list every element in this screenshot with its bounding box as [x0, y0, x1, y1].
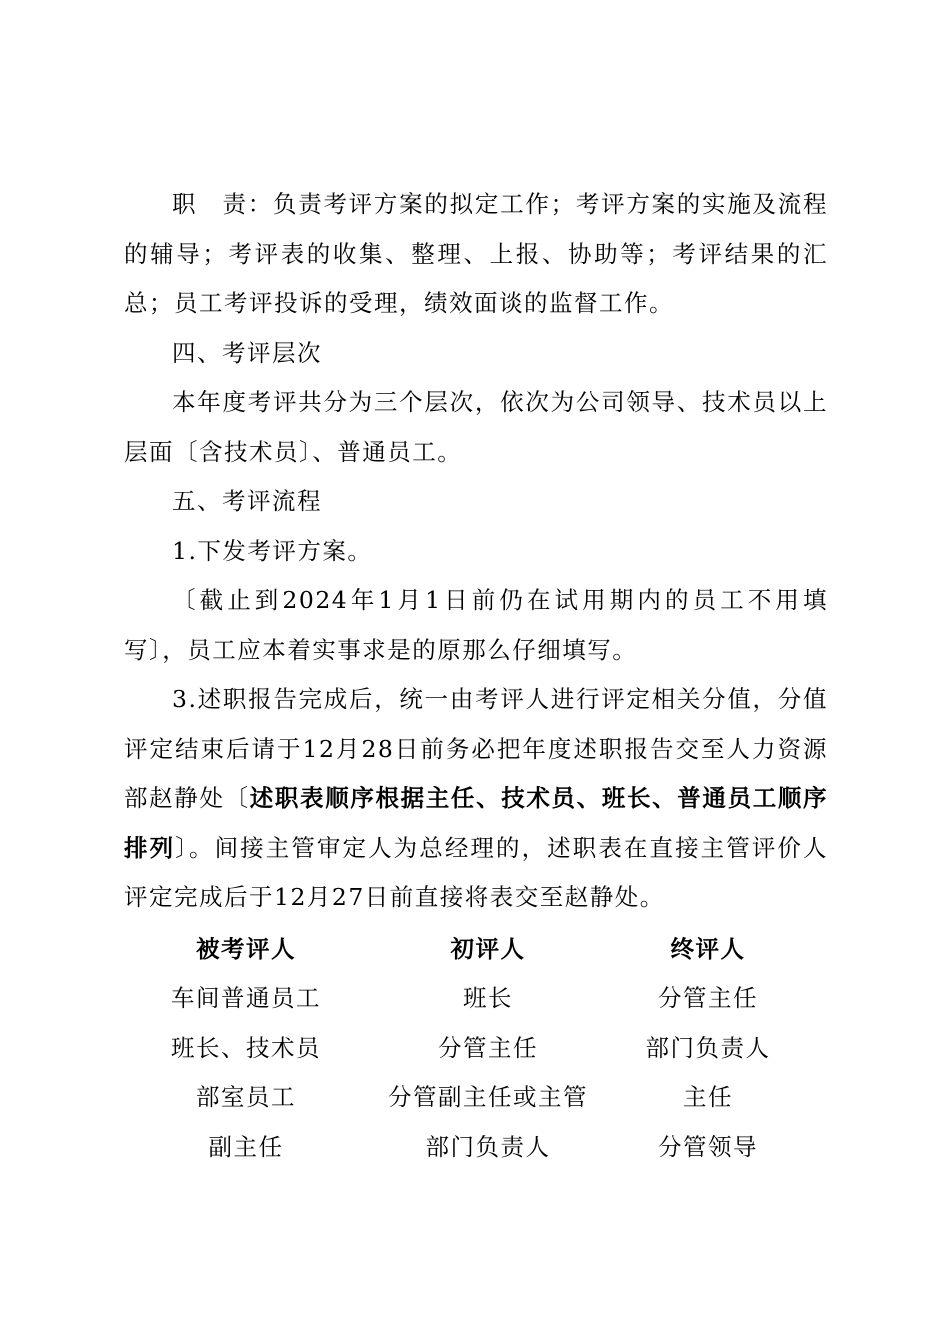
step-3-bold-text: 述职表顺序根据主任、技术员、班长、普通员工顺序排列 — [124, 784, 829, 862]
table-row — [124, 972, 828, 1022]
table-cell: 班长、技术员 — [171, 1033, 321, 1062]
step-3-paragraph — [124, 675, 828, 923]
table-cell: 部门负责人 — [645, 1033, 771, 1062]
table-cell: 分管主任 — [438, 1033, 538, 1062]
section-heading-levels: 四、考评层次 — [172, 338, 322, 367]
table-cell: 部室员工 — [196, 1083, 296, 1112]
note-paragraph: 〔截止到2024年1月1日前仍在试用期内的员工不用填写〕，员工应本着实事求是的原那么仔细填写。 — [124, 586, 828, 664]
duty-paragraph: 职 责：负责考评方案的拟定工作；考评方案的实施及流程的辅导；考评表的收集、整理、上报、协助等；考评结果的汇总；员工考评投诉的受理，绩效面谈的监督工作。 — [124, 190, 828, 317]
table-header-row — [124, 922, 828, 972]
document-body — [124, 180, 828, 923]
header-initial-reviewer: 初评人 — [450, 934, 526, 963]
table-cell: 分管领导 — [658, 1132, 758, 1161]
header-evaluee: 被考评人 — [196, 934, 296, 963]
table-cell: 主任 — [683, 1083, 733, 1112]
table-cell: 副主任 — [208, 1132, 284, 1161]
step-3-text-a: 3.述职报告完成后，统一由考评人进行评定相关分值，分值评定结束后请于12月28日前务必把年度述职报告交至人力资源部赵静处〔 — [124, 685, 828, 812]
evaluation-table — [124, 922, 828, 1170]
step-1-paragraph: 1.下发考评方案。 — [172, 536, 373, 565]
table-row — [124, 1021, 828, 1071]
table-row — [124, 1071, 828, 1121]
levels-paragraph: 本年度考评共分为三个层次，依次为公司领导、技术员以上层面〔含技术员〕、普通员工。 — [124, 388, 828, 466]
header-final-reviewer: 终评人 — [670, 934, 746, 963]
table-cell: 车间普通员工 — [171, 984, 321, 1013]
table-cell: 分管副主任或主管 — [388, 1083, 588, 1112]
table-cell: 分管主任 — [658, 984, 758, 1013]
table-cell: 部门负责人 — [425, 1132, 551, 1161]
table-cell: 班长 — [463, 984, 513, 1013]
step-3-text-b: 〕。间接主管审定人为总经理的，述职表在直接主管评价人评定完成后于12月27日前直接将表交至赵静处。 — [124, 833, 829, 911]
table-row — [124, 1120, 828, 1170]
section-heading-process: 五、考评流程 — [172, 487, 322, 515]
